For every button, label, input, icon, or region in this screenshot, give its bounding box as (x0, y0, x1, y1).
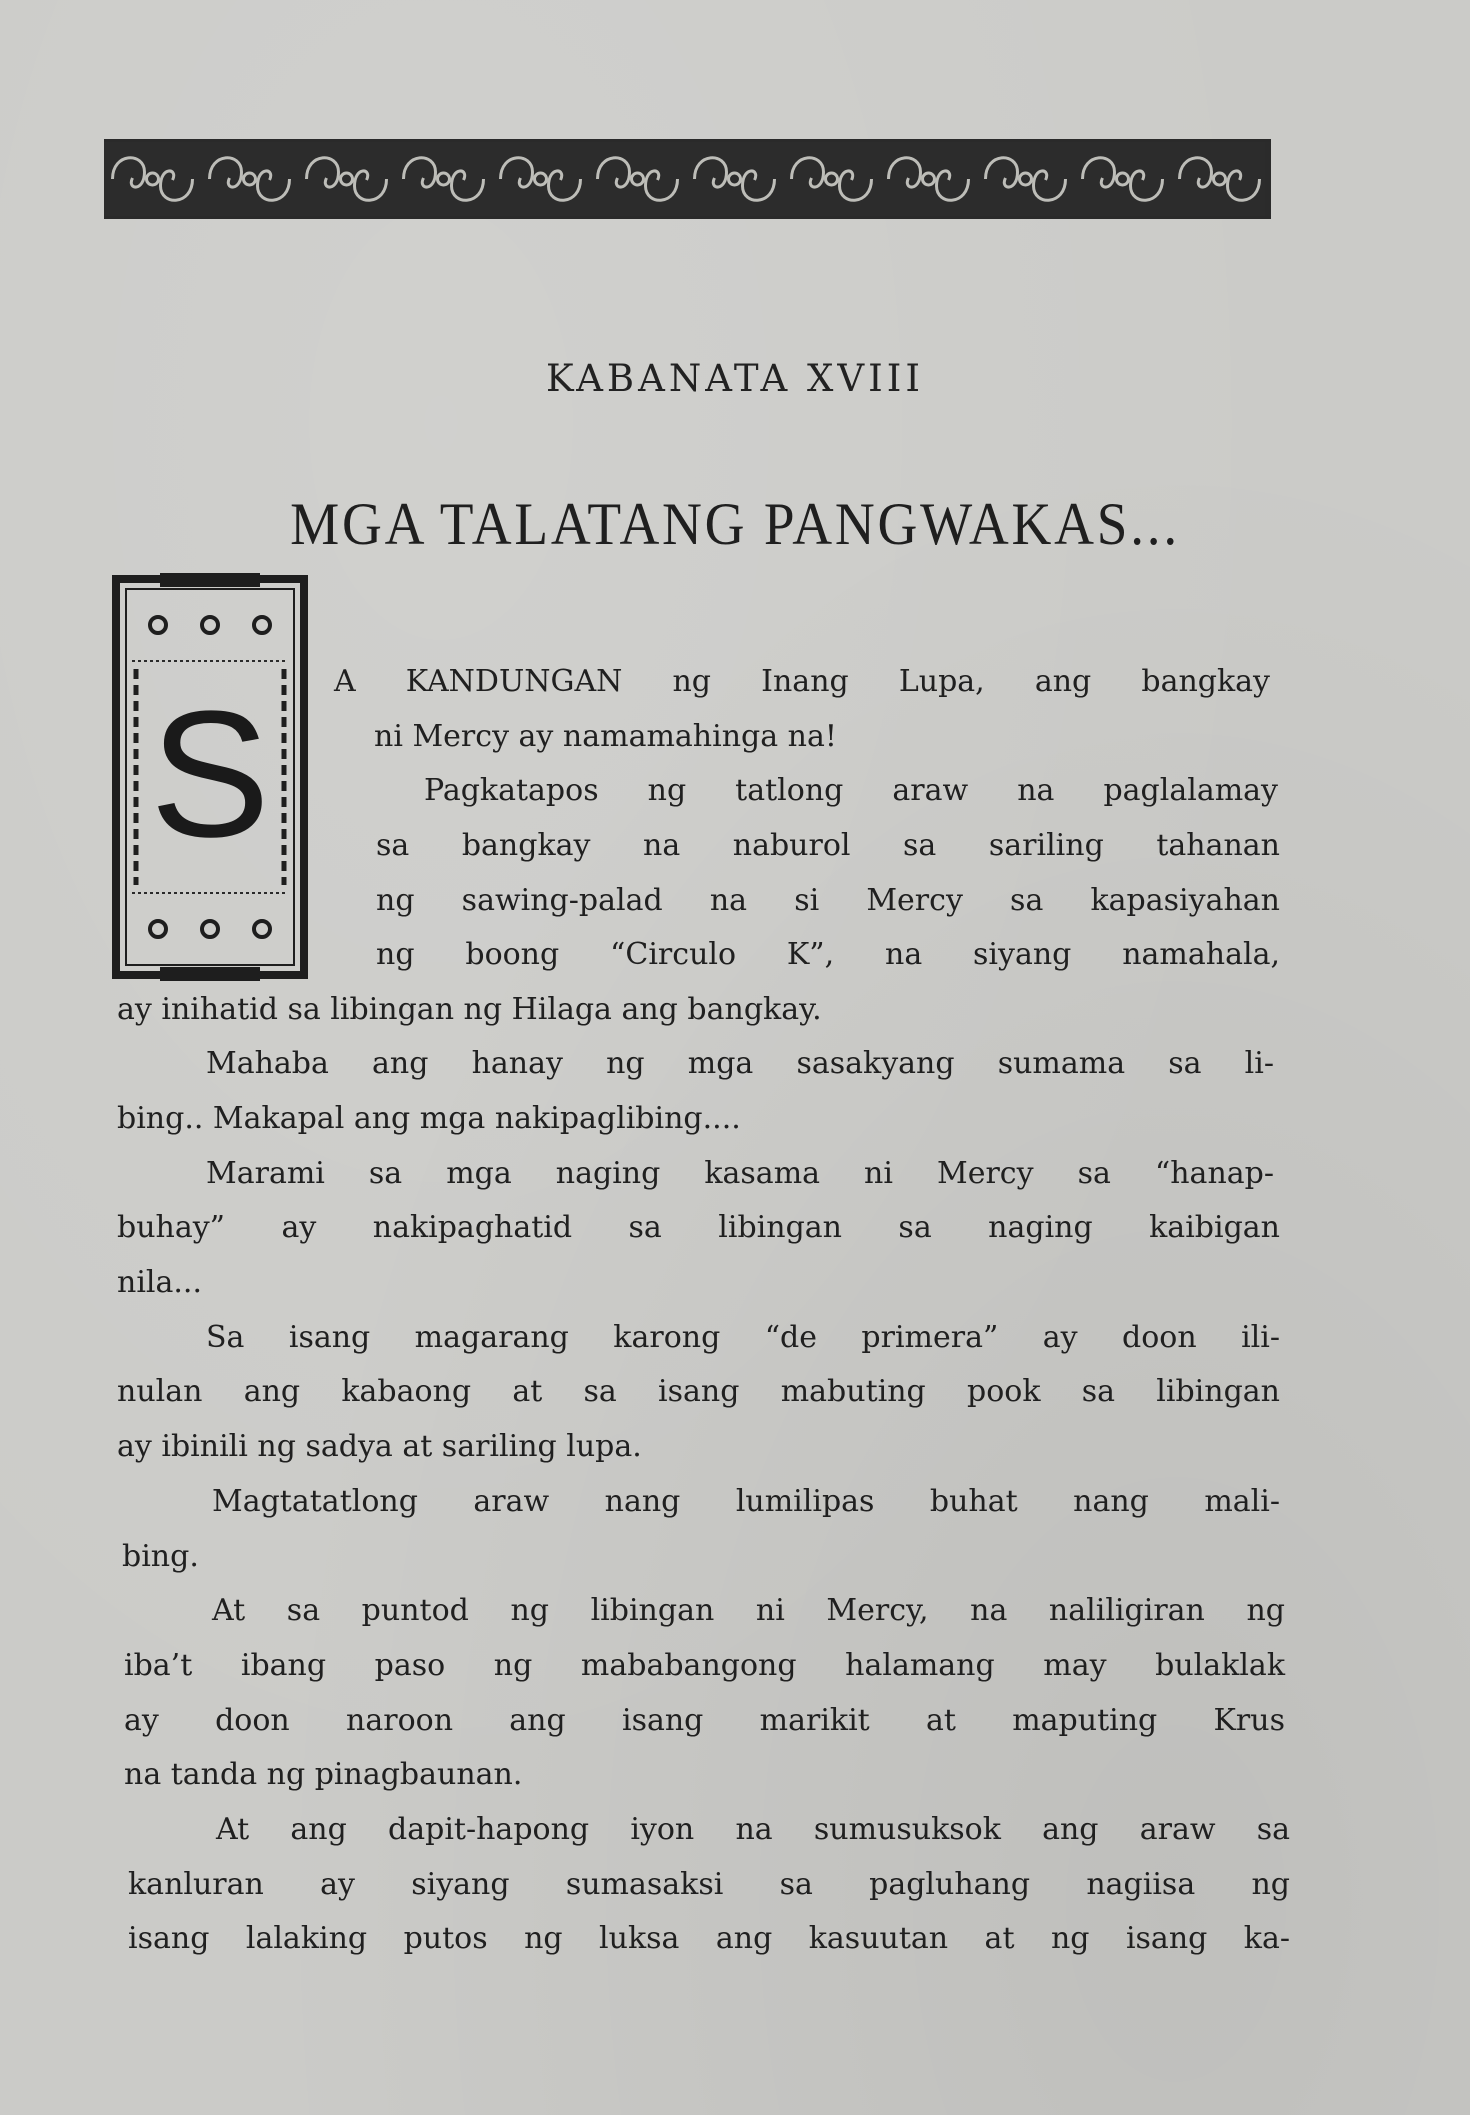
decorative-drop-cap (110, 573, 310, 981)
ornament-scroll-pattern (104, 142, 1265, 216)
text-line: At sa puntod ng libingan ni Mercy, na naliligiran ng (212, 1593, 1285, 1628)
text-line: ay inihatid sa libingan ng Hilaga ang bangkay. (117, 992, 822, 1027)
text-line: bing. (122, 1539, 199, 1574)
text-line: bing.. Makapal ang mga nakipaglibing.... (117, 1101, 741, 1136)
text-line: ni Mercy ay namamahinga na! (374, 719, 837, 754)
text-line: nila... (117, 1265, 203, 1300)
text-line: ng sawing-palad na si Mercy sa kapasiyahan (376, 883, 1280, 918)
text-line: A KANDUNGAN ng Inang Lupa, ang bangkay (334, 664, 1270, 699)
text-line: Magtatatlong araw nang lumilipas buhat nang mali- (212, 1484, 1280, 1519)
text-line: ng boong “Circulo K”, na siyang namahala, (376, 937, 1280, 972)
text-line: buhay” ay nakipaghatid sa libingan sa naging kaibigan (117, 1210, 1280, 1245)
text-line: kanluran ay siyang sumasaksi sa pagluhang nagiisa ng (128, 1867, 1290, 1902)
drop-cap-letter: S (149, 674, 271, 875)
text-line: Mahaba ang hanay ng mga sasakyang sumama sa li- (206, 1046, 1274, 1081)
text-line: iba’t ibang paso ng mababangong halamang may bulaklak (124, 1648, 1285, 1683)
text-line: Marami sa mga naging kasama ni Mercy sa “hanap- (206, 1156, 1274, 1191)
text-line: ay doon naroon ang isang marikit at maputing Krus (124, 1703, 1285, 1738)
ornamental-header-band (104, 139, 1271, 219)
text-line: nulan ang kabaong at sa isang mabuting pook sa libingan (117, 1374, 1280, 1409)
chapter-label: KABANATA XVIII (546, 357, 924, 400)
text-line: isang lalaking putos ng luksa ang kasuutan at ng isang ka- (128, 1921, 1290, 1956)
text-line: Pagkatapos ng tatlong araw na paglalamay (424, 773, 1278, 808)
text-line: At ang dapit-hapong iyon na sumusuksok ang araw sa (216, 1812, 1290, 1847)
chapter-title: MGA TALATANG PANGWAKAS... (290, 491, 1180, 557)
text-line: na tanda ng pinagbaunan. (124, 1757, 523, 1792)
text-line: ay ibinili ng sadya at sariling lupa. (117, 1429, 642, 1464)
text-line: Sa isang magarang karong “de primera” ay doon ili- (206, 1320, 1280, 1355)
text-line: sa bangkay na naburol sa sariling tahanan (376, 828, 1280, 863)
